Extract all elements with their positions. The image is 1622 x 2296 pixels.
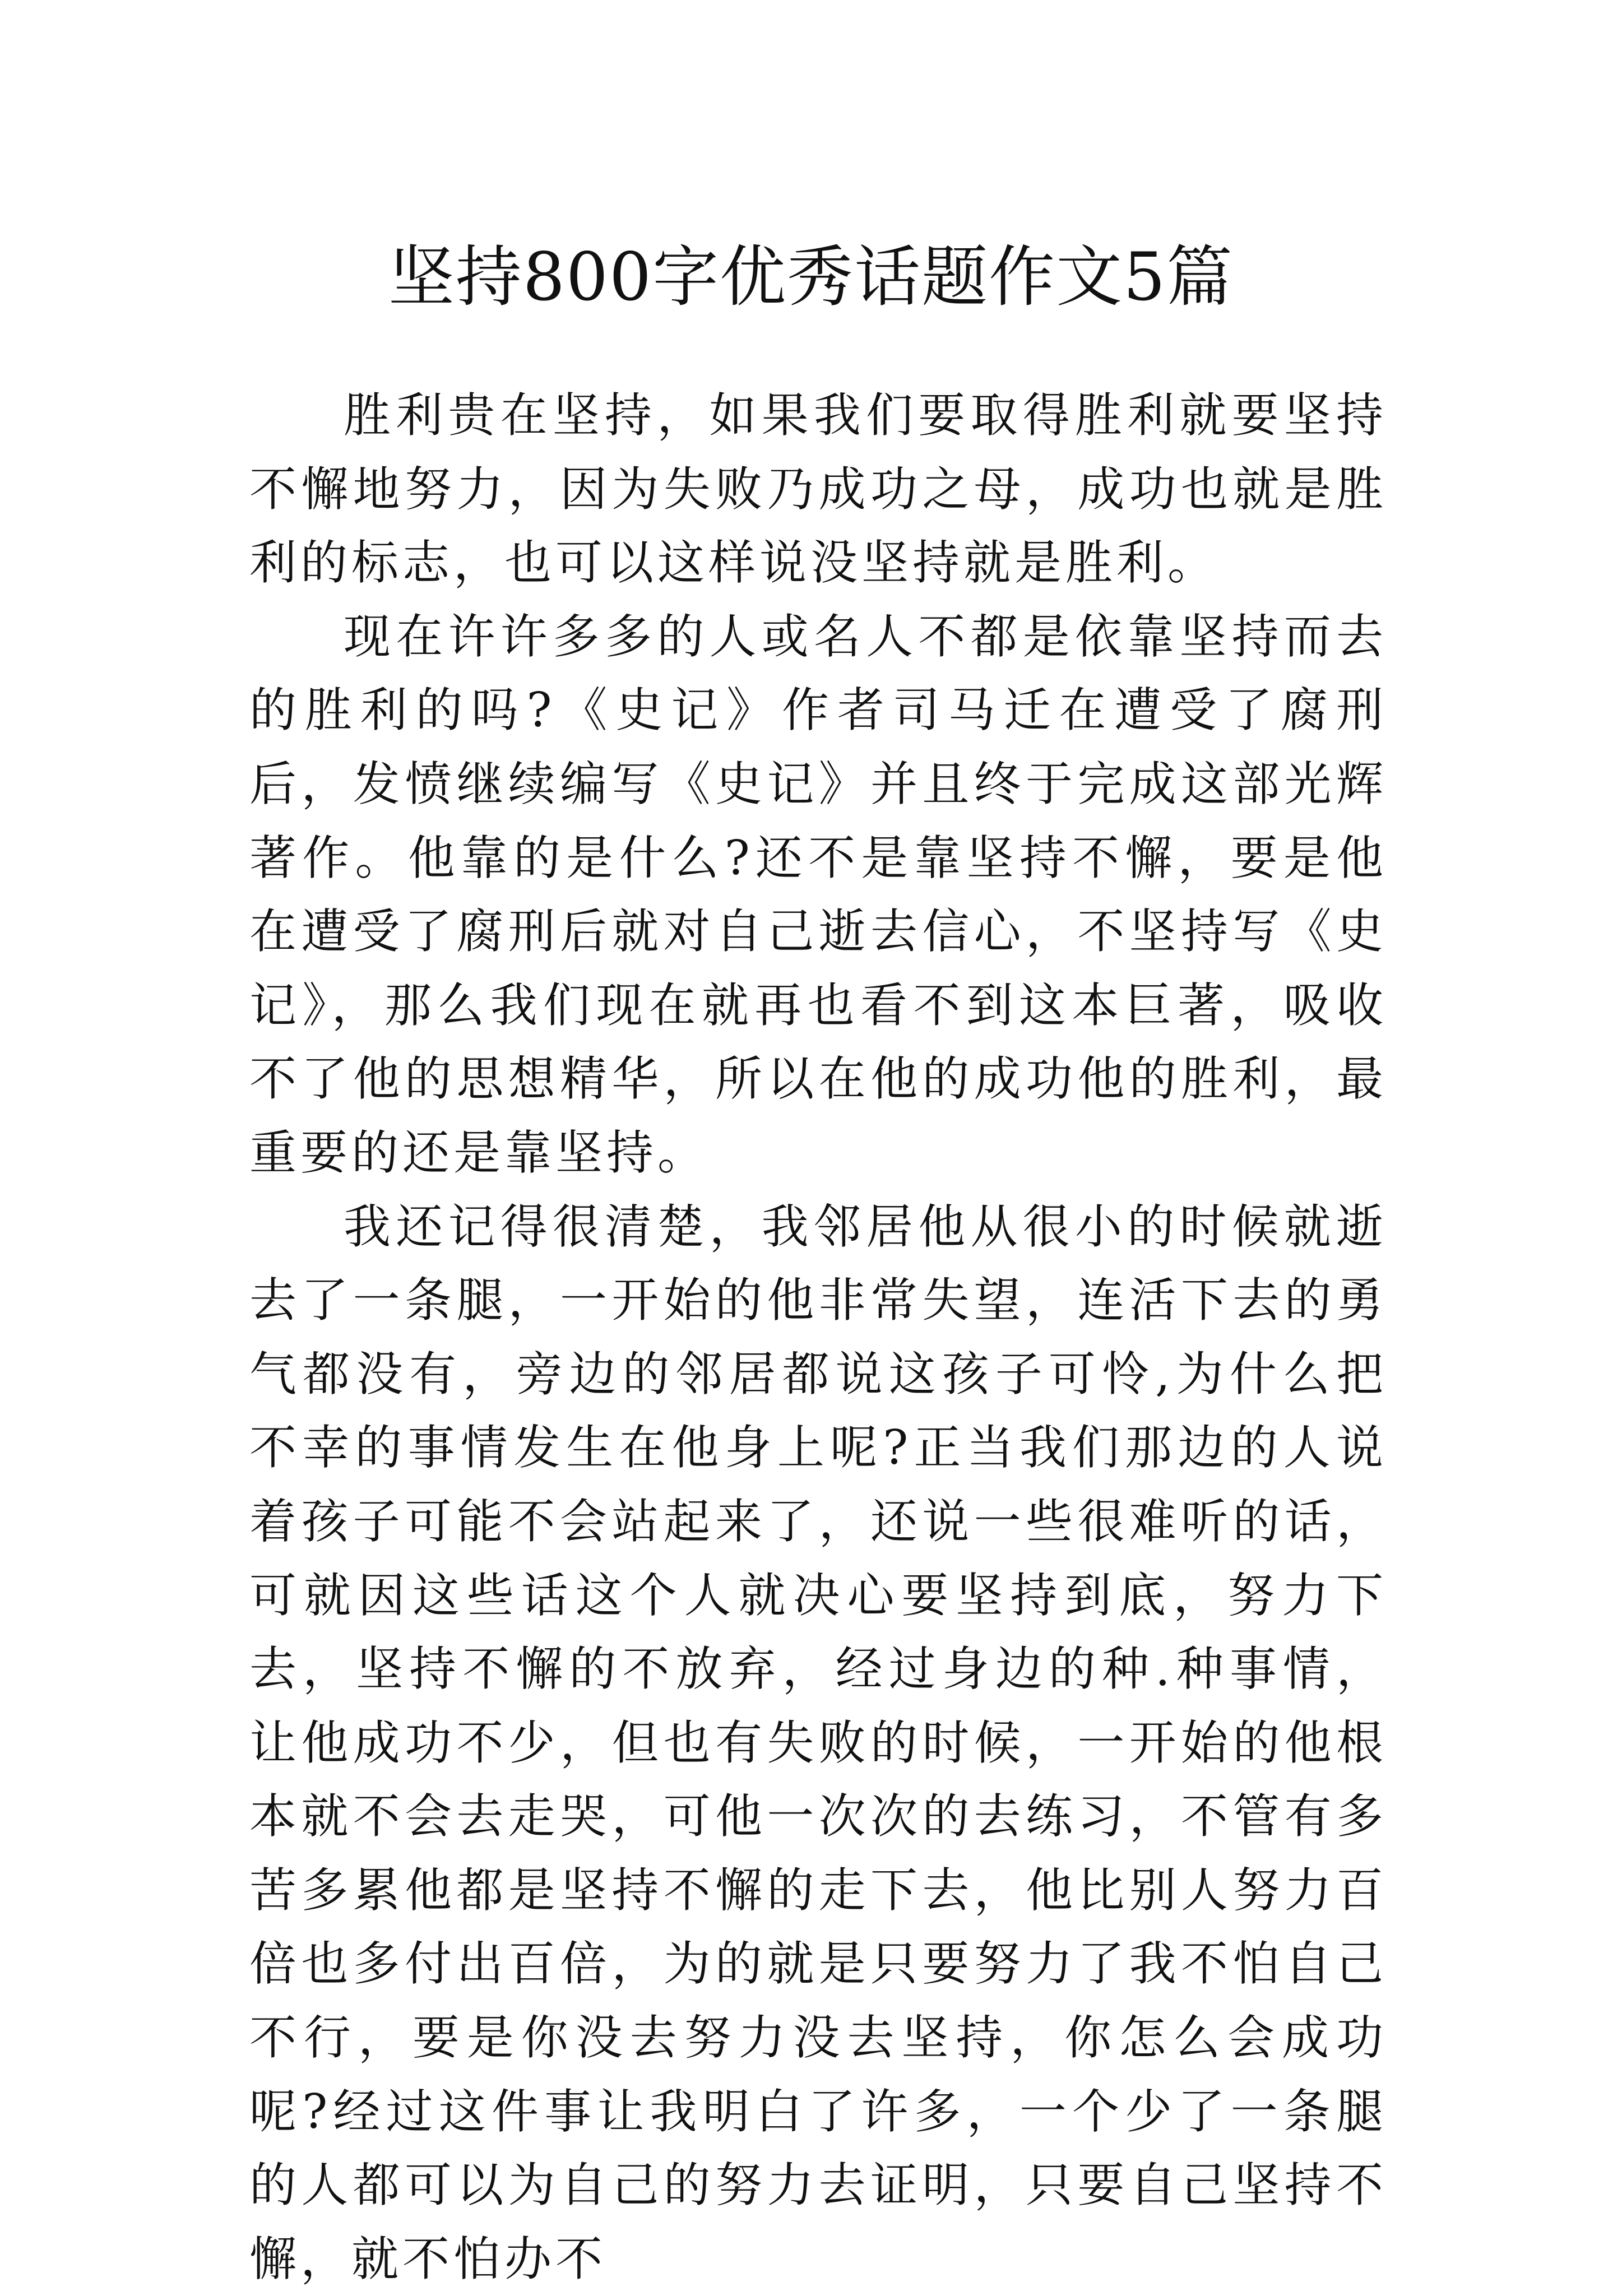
document-body [249,379,1387,2296]
paragraph-3: 我还记得很清楚，我邻居他从很小的时候就逝去了一条腿，一开始的他非常失望，连活下去的勇气都没有，旁边的邻居都说这孩子可怜,为什么把不幸的事情发生在他身上呢?正当我们那边的人说着孩子可能不会站起来了，还说一些很难听的话，可就因这些话这个人就决心要坚持到底，努力下去，坚持不懈的不放弃，经过身边的种.种事情，让他成功不少，但也有失败的时候，一开始的他根本就不会去走哭，可他一次次的去练习，不管有多苦多累他都是坚持不懈的走下去，他比别人努力百倍也多付出百倍，为的就是只要努力了我不怕自己不行，要是你没去努力没去坚持，你怎么会成功呢?经过这件事让我明白了许多，一个少了一条腿的人都可以为自己的努力去证明，只要自己坚持不懈，就不怕办不 [249,1199,1387,2286]
document-title: 坚持800字优秀话题作文5篇 [388,238,1234,316]
paragraph-1: 胜利贵在坚持，如果我们要取得胜利就要坚持不懈地努力，因为失败乃成功之母，成功也就是胜利的标志，也可以这样说没坚持就是胜利。 [249,388,1387,591]
paragraph-2: 现在许许多多的人或名人不都是依靠坚持而去的胜利的吗?《史记》作者司马迁在遭受了腐刑后，发愤继续编写《史记》并且终于完成这部光辉著作。他靠的是什么?还不是靠坚持不懈，要是他在遭受了腐刑后就对自己逝去信心，不坚持写《史记》，那么我们现在就再也看不到这本巨著，吸收不了他的思想精华，所以在他的成功他的胜利，最重要的还是靠坚持。 [249,609,1387,1180]
